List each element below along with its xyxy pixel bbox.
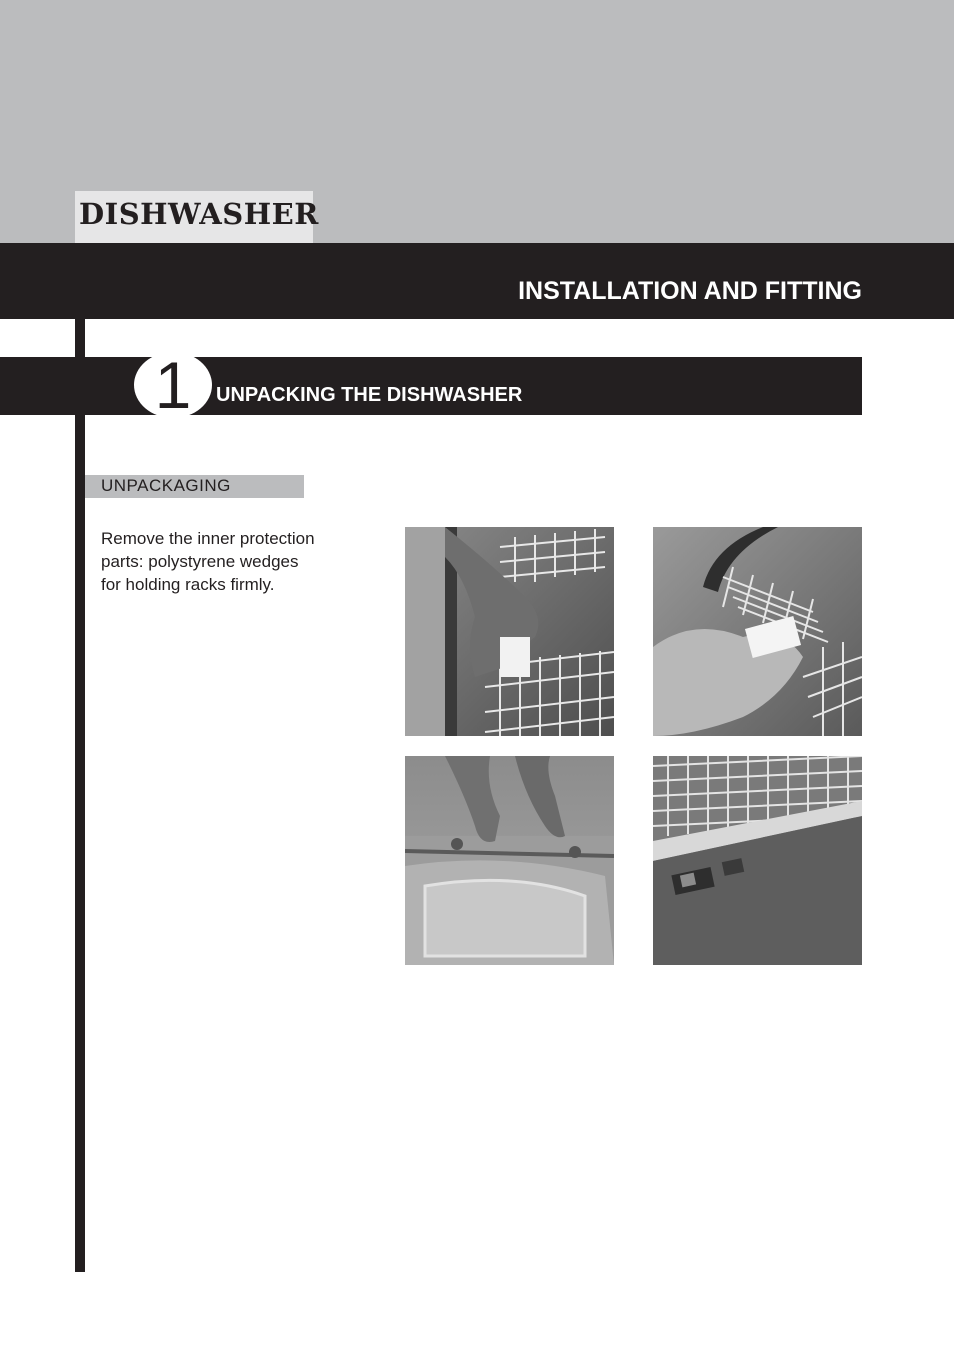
brand-title: DISHWASHER [79,197,319,231]
chapter-number-badge [134,352,212,418]
photo-remove-wedge-upper-rack [405,527,614,736]
photo-remove-tape-door [405,756,614,965]
vertical-rule [75,319,85,1272]
chapter-number: 1 [154,352,192,418]
section-title: INSTALLATION AND FITTING [518,277,862,305]
brand-box [75,191,319,243]
instruction-text: Remove the inner protection parts: polystyrene wedges for holding racks firmly. [101,529,315,594]
photo-remove-wedge-rack-side [653,527,862,736]
photo-rack-door-panel [653,756,862,965]
chapter-title: UNPACKING THE DISHWASHER [216,384,523,406]
subsection-heading-bar [85,475,304,498]
section-bar [0,243,954,319]
subsection-heading: UNPACKAGING [101,476,231,495]
